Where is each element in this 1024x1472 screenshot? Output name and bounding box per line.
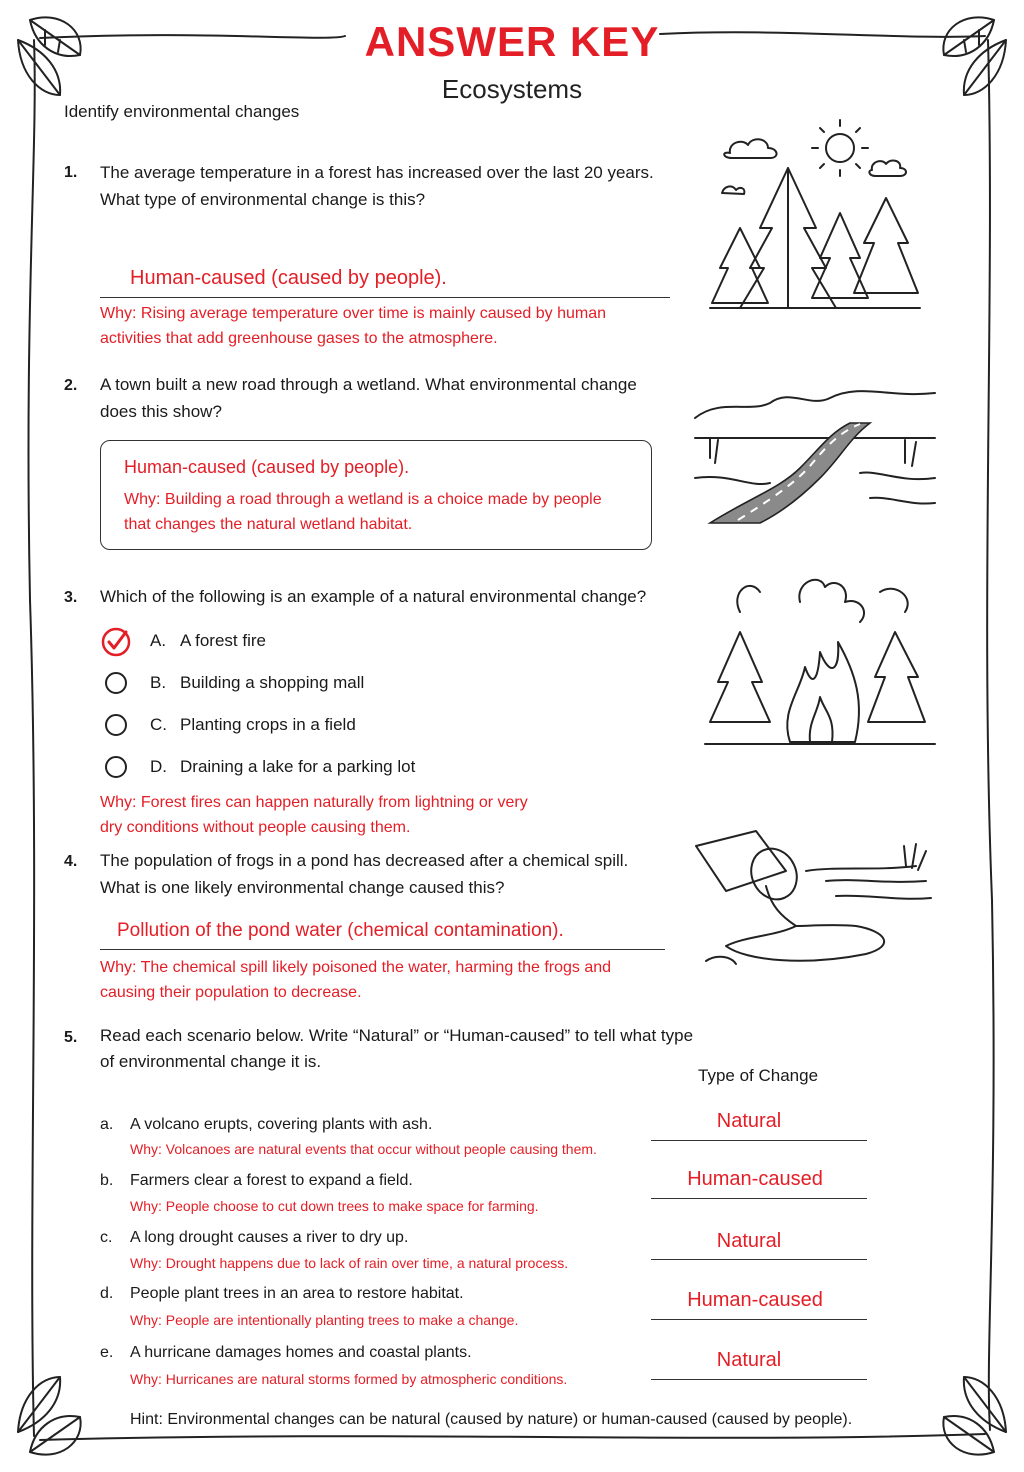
q3-why: Why: Forest fires can happen naturally from lightning or very dry conditions without people causing them. bbox=[100, 794, 528, 836]
option-c-text[interactable]: Planting crops in a field bbox=[180, 715, 356, 734]
option-d-letter: D. bbox=[150, 757, 167, 776]
sun-icon bbox=[826, 134, 854, 162]
forest-fire-illustration bbox=[700, 572, 940, 752]
option-c-radio[interactable] bbox=[105, 714, 127, 736]
q4-text: The population of frogs in a pond has decreased after a chemical spill. What is one likely environmental change caused this? bbox=[100, 851, 629, 897]
option-a-selected-radio[interactable] bbox=[100, 626, 130, 656]
item-b-why: Why: People choose to cut down trees to make space for farming. bbox=[130, 1198, 539, 1214]
item-a-answer[interactable]: Natural bbox=[716, 1110, 782, 1132]
item-c-answer-line bbox=[651, 1259, 867, 1260]
option-a-text[interactable]: A forest fire bbox=[180, 631, 266, 650]
page-title: ANSWER KEY bbox=[364, 18, 660, 65]
item-b-answer[interactable]: Human-caused bbox=[687, 1168, 823, 1190]
item-e-why: Why: Hurricanes are natural storms formed by atmospheric conditions. bbox=[130, 1371, 568, 1387]
option-b-radio[interactable] bbox=[105, 672, 127, 694]
q4-why: Why: The chemical spill likely poisoned the water, harming the frogs and causing their population to decrease. bbox=[100, 959, 612, 1001]
q2-text: A town built a new road through a wetland. What environmental change does this show? bbox=[100, 375, 637, 421]
item-d-text: People plant trees in an area to restore habitat. bbox=[130, 1285, 464, 1302]
item-c-why: Why: Drought happens due to lack of rain over time, a natural process. bbox=[130, 1255, 569, 1271]
item-a-why: Why: Volcanoes are natural events that occur without people causing them. bbox=[130, 1141, 597, 1157]
option-d-text[interactable]: Draining a lake for a parking lot bbox=[180, 757, 416, 776]
hint-text: Hint: Environmental changes can be natural (caused by nature) or human-caused (caused by people). bbox=[130, 1411, 853, 1428]
leaf-corner-bottom-right bbox=[943, 1377, 1006, 1455]
leaf-corner-bottom-left bbox=[18, 1377, 81, 1455]
forest-illustration bbox=[700, 118, 930, 318]
q4-answer-line bbox=[100, 949, 665, 950]
item-a-letter: a. bbox=[100, 1116, 114, 1133]
item-d-letter: d. bbox=[100, 1285, 114, 1302]
item-c-letter: c. bbox=[100, 1229, 113, 1246]
q3-number: 3. bbox=[64, 589, 78, 606]
option-c-letter: C. bbox=[150, 715, 167, 734]
q5-number: 5. bbox=[64, 1029, 78, 1046]
item-d-answer-line bbox=[651, 1319, 867, 1320]
q1-why: Why: Rising average temperature over time is mainly caused by human activities that add greenhouse gases to the atmosphere. bbox=[100, 305, 606, 347]
q4-number: 4. bbox=[64, 853, 78, 870]
page-subtitle: Ecosystems bbox=[441, 74, 583, 104]
type-of-change-header: Type of Change bbox=[698, 1066, 819, 1085]
item-c-text: A long drought causes a river to dry up. bbox=[130, 1229, 409, 1246]
q5-text: Read each scenario below. Write “Natural” or “Human-caused” to tell what type of environmental change it is. bbox=[100, 1026, 694, 1071]
option-b-letter: B. bbox=[150, 673, 167, 692]
q1-answer[interactable]: Human-caused (caused by people). bbox=[130, 267, 447, 289]
chemical-spill-illustration bbox=[686, 826, 944, 974]
q1-text: The average temperature in a forest has increased over the last 20 years. What type of environmental change is this? bbox=[100, 163, 654, 209]
cloud-icon bbox=[724, 139, 776, 158]
option-b-text[interactable]: Building a shopping mall bbox=[180, 673, 365, 692]
q2-answer-box[interactable] bbox=[100, 440, 652, 550]
q4-answer[interactable]: Pollution of the pond water (chemical contamination). bbox=[117, 920, 564, 941]
item-b-text: Farmers clear a forest to expand a field. bbox=[130, 1172, 413, 1189]
item-b-letter: b. bbox=[100, 1172, 114, 1189]
wetland-road-illustration bbox=[690, 378, 940, 528]
option-d-radio[interactable] bbox=[105, 756, 127, 778]
item-e-answer[interactable]: Natural bbox=[716, 1349, 782, 1371]
item-b-answer-line bbox=[651, 1198, 867, 1199]
item-a-answer-line bbox=[651, 1140, 867, 1141]
item-e-answer-line bbox=[651, 1379, 867, 1380]
q2-why: Why: Building a road through a wetland is a choice made by people that changes the natural wetland habitat. bbox=[124, 491, 602, 533]
item-d-why: Why: People are intentionally planting trees to make a change. bbox=[130, 1312, 519, 1328]
item-c-answer[interactable]: Natural bbox=[716, 1230, 782, 1252]
item-e-text: A hurricane damages homes and coastal plants. bbox=[130, 1344, 472, 1361]
item-a-text: A volcano erupts, covering plants with ash. bbox=[130, 1116, 433, 1133]
option-a-letter: A. bbox=[150, 631, 167, 650]
item-e-letter: e. bbox=[100, 1344, 114, 1361]
checkmark-icon bbox=[100, 626, 132, 658]
topic-label: Identify environmental changes bbox=[64, 102, 300, 121]
q2-number: 2. bbox=[64, 377, 78, 394]
q3-text: Which of the following is an example of a natural environmental change? bbox=[100, 587, 647, 606]
q1-answer-line bbox=[100, 297, 670, 298]
q1-number: 1. bbox=[64, 164, 78, 181]
q2-answer: Human-caused (caused by people). bbox=[124, 457, 410, 477]
item-d-answer[interactable]: Human-caused bbox=[687, 1289, 823, 1311]
